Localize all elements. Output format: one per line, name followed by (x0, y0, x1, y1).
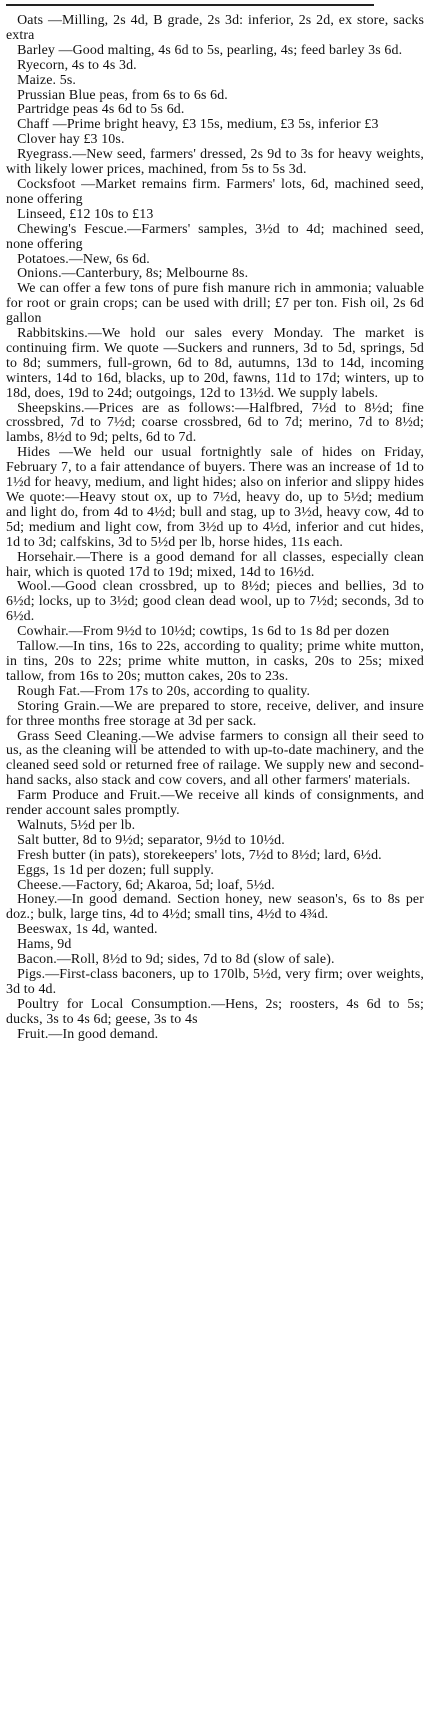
paragraph-pigs: Pigs.—First-class baconers, up to 170lb, 5½d, very firm; over weights, 3d to 4d. (6, 967, 424, 997)
paragraph-cocksfoot: Cocksfoot —Market remains firm. Farmers' lots, 6d, machined seed, none offering (6, 176, 424, 207)
paragraph-ryecorn: Ryecorn, 4s to 4s 3d. (17, 57, 137, 73)
paragraph-walnuts: Walnuts, 5½d per lb. (17, 817, 136, 833)
paragraph-chewings-fescue: Chewing's Fescue.—Farmers' samples, 3½d to 4d; machined seed, none offering (6, 221, 424, 252)
paragraph-prussian-blue-peas: Prussian Blue peas, from 6s to 6s 6d. (17, 87, 228, 103)
paragraph-potatoes: Potatoes.—New, 6s 6d. (17, 251, 150, 267)
paragraph-sheepskins: Sheepskins.—Prices are as follows:—Halfbred, 7½d to 8½d; fine crossbred, 7d to 7½d; coarse crossbred, 6d to 7d; merino, 7d to 8½d; lambs, 8½d to 9d; pelts, 6d to 7d. (6, 400, 424, 446)
paragraph-hams: Hams, 9d (17, 937, 72, 953)
paragraph-oats: Oats —Milling, 2s 4d, B grade, 2s 3d: inferior, 2s 2d, ex store, sacks extra (6, 13, 424, 43)
paragraph-hides: Hides —We held our usual fortnightly sale of hides on Friday, February 7, to a fair attendance of buyers. There was an increase of 1d to 1½d for heavy, medium, and light hides; also on inferior and slippy hides We quote:—Heavy stout ox, up to 7½d, heavy do, up to 5½d; medium and light do, from 4d to 4½d; bull and stag, up to 3½d, heavy cow, 4d to 5d; medium and light cow, from 3½d up to 4½d, inferior and cut hides, 1d to 3d; calfskins, 3d to 5½d per lb, horse hides, 11s each. (6, 445, 424, 550)
paragraph-beeswax: Beeswax, 1s 4d, wanted. (17, 922, 158, 938)
paragraph-barley: Barley —Good malting, 4s 6d to 5s, pearling, 4s; feed barley 3s 6d. (17, 42, 403, 58)
top-divider (6, 4, 374, 6)
paragraph-grass-seed-cleaning: Grass Seed Cleaning.—We advise farmers to consign all their seed to us, as the cleaning will be attended to with up-to-date machinery, and the cleaned seed sold or returned free of railage. We supply new and second-hand sacks, also stack and cow covers, and all other farmers' materials. (6, 728, 424, 789)
paragraph-tallow: Tallow.—In tins, 16s to 22s, according to quality; prime white mutton, in tins, 20s to 22s; prime white mutton, in casks, 20s to 25s; mixed tallow, from 16s to 20s; mutton cakes, 20s to 23s. (6, 639, 424, 684)
paragraph-chaff: Chaff —Prime bright heavy, £3 15s, medium, £3 5s, inferior £3 (17, 117, 379, 133)
paragraph-rough-fat: Rough Fat.—From 17s to 20s, according to quality. (17, 683, 311, 699)
paragraph-horsehair: Horsehair.—There is a good demand for all classes, especially clean hair, which is quoted 17d to 19d; mixed, 14d to 16½d. (6, 549, 424, 580)
paragraph-poultry: Poultry for Local Consumption.—Hens, 2s; roosters, 4s 6d to 5s; ducks, 3s to 4s 6d; geese, 3s to 4s (6, 996, 424, 1027)
paragraph-linseed: Linseed, £12 10s to £13 (17, 206, 154, 222)
paragraph-fruit: Fruit.—In good demand. (17, 1026, 159, 1042)
paragraph-bacon: Bacon.—Roll, 8½d to 9d; sides, 7d to 8d (slow of sale). (17, 952, 335, 968)
paragraph-partridge-peas: Partridge peas 4s 6d to 5s 6d. (17, 102, 185, 118)
paragraph-fresh-butter: Fresh butter (in pats), storekeepers' lots, 7½d to 8½d; lard, 6½d. (17, 847, 382, 863)
market-report (6, 14, 424, 1043)
paragraph-salt-butter: Salt butter, 8d to 9½d; separator, 9½d to 10½d. (17, 832, 285, 848)
paragraph-farm-produce: Farm Produce and Fruit.—We receive all kinds of consignments, and render account sales promptly. (6, 788, 424, 819)
paragraph-cowhair: Cowhair.—From 9½d to 10½d; cowtips, 1s 6d to 1s 8d per dozen (17, 624, 390, 640)
paragraph-storing-grain: Storing Grain.—We are prepared to store, receive, deliver, and insure for three months free storage at 3d per sack. (6, 698, 424, 729)
paragraph-clover-hay: Clover hay £3 10s. (17, 132, 125, 148)
paragraph-cheese: Cheese.—Factory, 6d; Akaroa, 5d; loaf, 5½d. (17, 877, 275, 893)
paragraph-eggs: Eggs, 1s 1d per dozen; full supply. (17, 862, 214, 878)
paragraph-ryegrass: Ryegrass.—New seed, farmers' dressed, 2s 9d to 3s for heavy weights, with likely lower prices, machined, from 5s to 5s 3d. (6, 147, 424, 178)
paragraph-fish-manure: We can offer a few tons of pure fish manure rich in ammonia; valuable for root or grain crops; can be used with drill; £7 per ton. Fish oil, 2s 6d gallon (6, 281, 424, 327)
paragraph-onions: Onions.—Canterbury, 8s; Melbourne 8s. (17, 266, 249, 282)
paragraph-wool: Wool.—Good clean crossbred, up to 8½d; pieces and bellies, 3d to 6½d; locks, up to 3½d; good clean dead wool, up to 7½d; seconds, 3d to 6½d. (6, 579, 424, 625)
paragraph-honey: Honey.—In good demand. Section honey, new season's, 6s to 8s per doz.; bulk, large tins, 4d to 4½d; small tins, 4½d to 4¾d. (6, 892, 424, 923)
paragraph-rabbitskins: Rabbitskins.—We hold our sales every Monday. The market is continuing firm. We quote —Suckers and runners, 3d to 5d, springs, 5d to 8d; summers, full-grown, 6d to 8d, autumns, 13d to 14d, incoming winters, 14d to 16d, blacks, up to 20d, fawns, 11d to 17d; winters, up to 18d, does, 19d to 24d; outgoings, 12d to 13½d. We supply labels. (6, 326, 424, 401)
paragraph-maize: Maize. 5s. (17, 72, 76, 88)
